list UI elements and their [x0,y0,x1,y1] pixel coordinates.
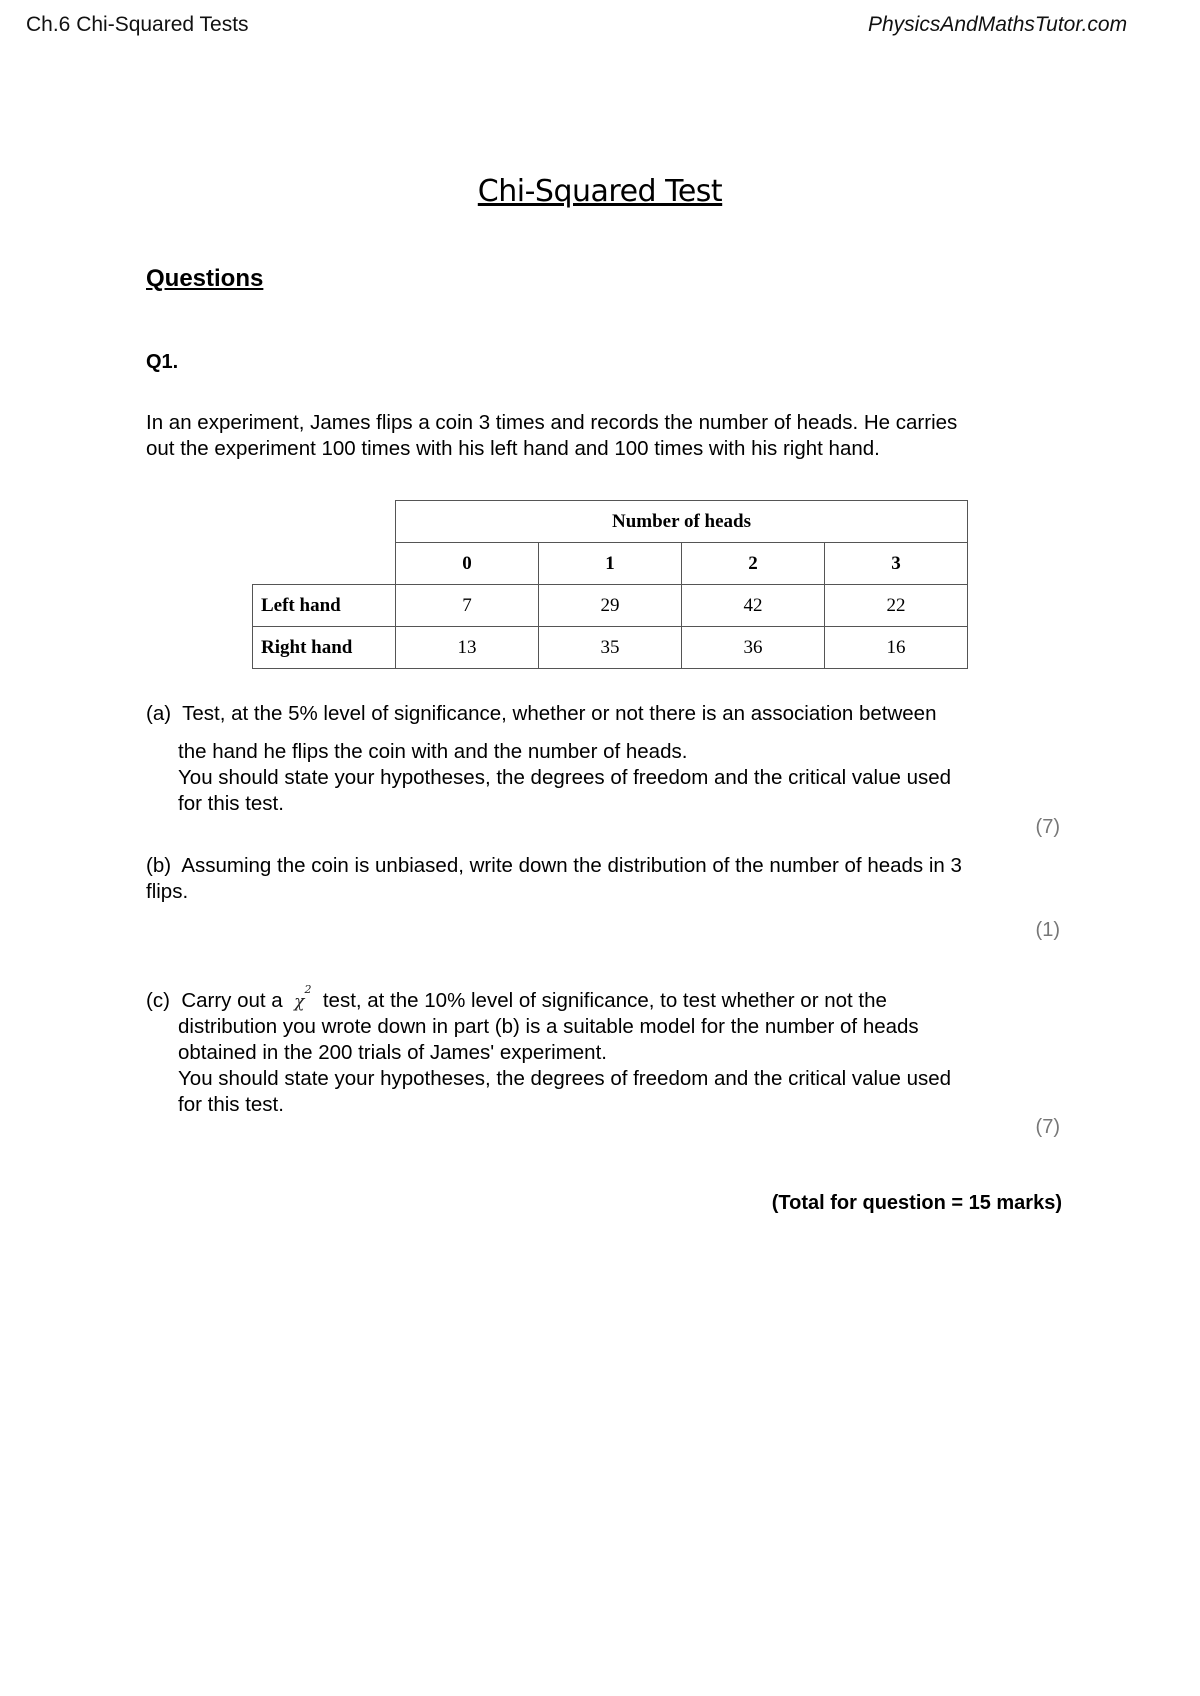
table-group-header: Number of heads [396,501,968,543]
results-table [252,500,968,669]
table-row-label: Left hand [253,585,396,627]
part-c-first-line [146,977,1066,1015]
table-row [253,627,968,669]
part-c-text-before: Carry out a [181,989,283,1012]
part-a-marks: (7) [1035,816,1060,838]
part-c-line: You should state your hypotheses, the degrees of freedom and the critical value used [178,1067,952,1090]
page-title: Chi-Squared Test [477,174,723,209]
table-cell: 29 [539,585,682,627]
question-intro [146,410,1066,462]
question-number: Q1. [146,351,179,373]
table-row [253,585,968,627]
table-cell: 36 [682,627,825,669]
table-cell: 42 [682,585,825,627]
table-cell: 13 [396,627,539,669]
part-a-line: for this test. [178,792,284,815]
chi-power: 2 [304,983,312,996]
part-a-line: the hand he flips the coin with and the number of heads. [178,740,688,763]
chi-letter: χ [294,992,305,1012]
header-site-name: PhysicsAndMathsTutor.com [868,13,1128,36]
table-cell: 22 [825,585,968,627]
part-c-marks: (7) [1035,1116,1060,1138]
header-chapter-title: Ch.6 Chi-Squared Tests [26,13,249,36]
part-a-line: You should state your hypotheses, the degrees of freedom and the critical value used [178,766,952,789]
table-column-header: 0 [396,543,539,585]
part-c-line: obtained in the 200 trials of James' experiment. [178,1041,607,1064]
table-row-label: Right hand [253,627,396,669]
part-b-text [146,853,1066,905]
table-corner [253,501,396,543]
part-a-first-line [146,701,1066,727]
intro-line: In an experiment, James flips a coin 3 times and records the number of heads. He carries [146,411,958,434]
table-column-header: 2 [682,543,825,585]
part-a-label: (a) [146,702,172,725]
part-a-continuation [178,739,1078,817]
part-c-text-after: test, at the 10% level of significance, to test whether or not the [322,989,887,1012]
part-b-line: flips. [146,880,189,903]
question-total-marks: (Total for question = 15 marks) [771,1192,1062,1214]
table-cell: 7 [396,585,539,627]
part-c-line: distribution you wrote down in part (b) is a suitable model for the number of heads [178,1015,919,1038]
part-c-continuation [178,1014,1078,1118]
table-column-header: 1 [539,543,682,585]
section-heading: Questions [146,265,264,292]
part-c-line: for this test. [178,1093,284,1116]
table-cell: 16 [825,627,968,669]
table-cell: 35 [539,627,682,669]
part-b-line: Assuming the coin is unbiased, write down the distribution of the number of heads in 3 [181,854,962,877]
part-a-text: Test, at the 5% level of significance, whether or not there is an association between [182,702,937,725]
part-b-marks: (1) [1035,919,1060,941]
table-corner [253,543,396,585]
part-c-label: (c) [146,989,170,1012]
table-column-header: 3 [825,543,968,585]
intro-line: out the experiment 100 times with his left hand and 100 times with his right hand. [146,437,880,460]
part-b-label: (b) [146,854,172,877]
chi-squared-symbol [294,983,312,1012]
